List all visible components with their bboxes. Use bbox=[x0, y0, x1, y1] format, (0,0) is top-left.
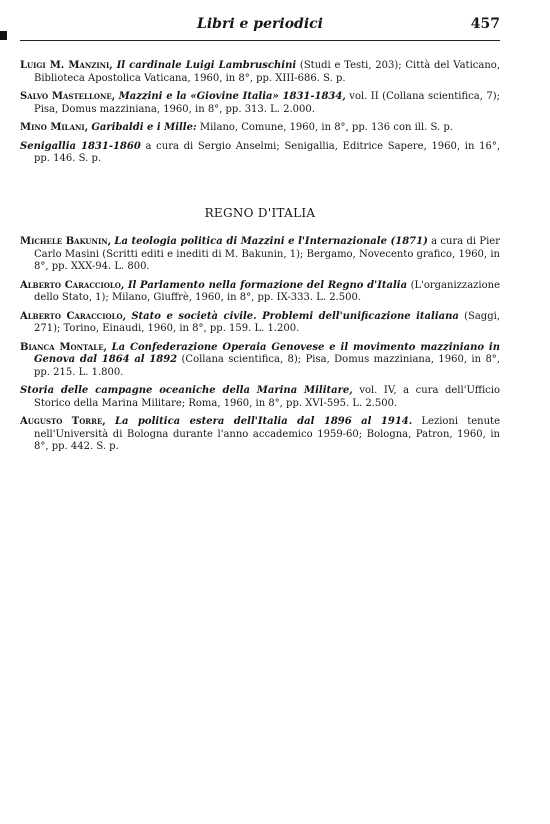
entry-title: La teologia politica di Mazzini e l'Internazionale (1871) bbox=[114, 236, 428, 247]
bibliography-entry-senigallia bbox=[20, 141, 500, 166]
entry-title: Garibaldi e i Mille: bbox=[91, 122, 197, 133]
entry-author: Augusto Torre, bbox=[20, 416, 106, 427]
entry-title: Senigallia 1831-1860 bbox=[20, 140, 141, 152]
section-heading: REGNO D'ITALIA bbox=[204, 206, 316, 220]
bibliography-list-before bbox=[20, 60, 500, 172]
entry-details: a cura di Pier Carlo Masini (Scritti editi e inediti di M. Bakunin, 1); Bergamo, Novecento grafico, 1960, in 8°, pp. XXX-94. L. 800. bbox=[34, 236, 500, 272]
entry-title: La politica estera dell'Italia dal 1896 al 1914. bbox=[114, 416, 413, 427]
entry-details: a cura di Sergio Anselmi; Senigallia, Editrice Sapere, 1960, in 16°, pp. 146. S. p. bbox=[34, 140, 500, 164]
bibliography-entry-milani bbox=[20, 122, 500, 135]
bibliography-entry-storia-campagne bbox=[20, 385, 500, 410]
entry-author: Michele Bakunin, bbox=[20, 236, 112, 247]
entry-author: Bianca Montale, bbox=[20, 341, 108, 353]
entry-author: Mino Milani, bbox=[20, 122, 89, 133]
entry-author: Alberto Caracciolo, bbox=[20, 279, 125, 291]
entry-details: Milano, Comune, 1960, in 8°, pp. 136 con ill. S. p. bbox=[199, 122, 453, 133]
entry-details: vol. II (Collana scientifica, 7); Pisa, Domus mazziniana, 1960, in 8°, pp. 313. L. 2.000. bbox=[34, 91, 500, 115]
entry-details: (Collana scientifica, 8); Pisa, Domus mazziniana, 1960, in 8°, pp. 215. L. 1.800. bbox=[34, 354, 500, 378]
entry-details: (L'organizzazione dello Stato, 1); Milano, Giuffrè, 1960, in 8°, pp. IX-333. L. 2.500. bbox=[34, 279, 501, 303]
entry-title: La Confederazione Operaia Genovese e il movimento mazziniano in Genova dal 1864 al 1892 bbox=[34, 341, 500, 365]
entry-details: vol. IV, a cura dell'Ufficio Storico della Marina Militare; Roma, 1960, in 8°, pp. XVI-595. L. 2.500. bbox=[34, 385, 501, 409]
entry-title: Il cardinale Luigi Lambruschini bbox=[116, 60, 297, 71]
entry-title: Il Parlamento nella formazione del Regno d'Italia bbox=[127, 279, 408, 291]
bibliography-entry-manzini bbox=[20, 60, 500, 85]
bibliography-entry-montale bbox=[20, 342, 500, 380]
entry-title: Storia delle campagne oceaniche della Marina Militare, bbox=[20, 385, 353, 396]
entry-details: Lezioni tenute nell'Università di Bologna durante l'anno accademico 1959-60; Bologna, Patron, 1960, in 8°, pp. 442. S. p. bbox=[34, 416, 500, 452]
bibliography-entry-caracciolo-parlamento bbox=[20, 280, 500, 305]
bibliography-entry-torre bbox=[20, 416, 500, 454]
page-number: 457 bbox=[470, 16, 500, 32]
entry-details: (Saggi, 271); Torino, Einaudi, 1960, in 8°, pp. 159. L. 1.200. bbox=[34, 310, 500, 334]
entry-title: Stato e società civile. Problemi dell'unificazione italiana bbox=[131, 310, 459, 322]
entry-title: Mazzini e la «Giovine Italia» 1831-1834, bbox=[118, 91, 346, 102]
entry-author: Luigi M. Manzini, bbox=[20, 60, 113, 71]
bibliography-entry-bakunin bbox=[20, 236, 500, 274]
bibliography-entry-caracciolo-stato bbox=[20, 311, 500, 336]
bibliography-list-after bbox=[20, 236, 500, 460]
entry-author: Alberto Caracciolo, bbox=[20, 310, 127, 322]
bibliography-entry-mastellone bbox=[20, 91, 500, 116]
entry-details: (Studi e Testi, 203); Città del Vaticano, Biblioteca Apostolica Vaticana, 1960, in 8°, pp. XIII-686. S. p. bbox=[34, 60, 500, 84]
running-header bbox=[20, 14, 500, 41]
running-title: Libri e periodici bbox=[197, 16, 323, 32]
page-corner-mark bbox=[0, 31, 7, 40]
entry-author: Salvo Mastellone, bbox=[20, 91, 116, 102]
